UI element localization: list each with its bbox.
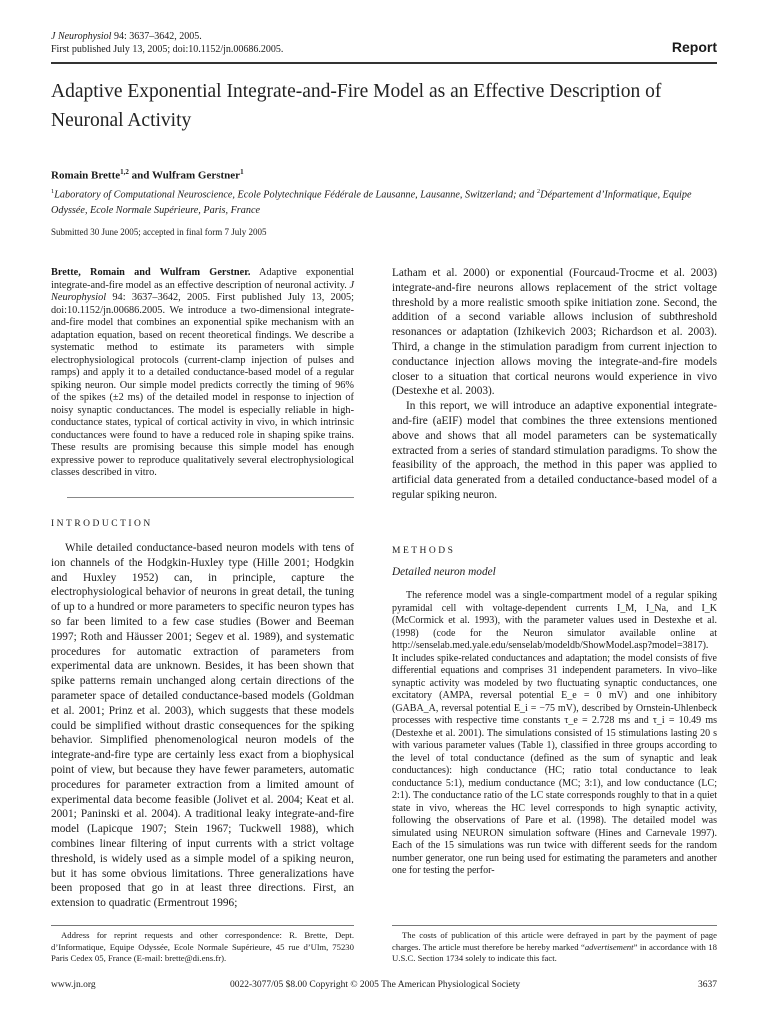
introduction-paragraph-1: While detailed conductance-based neuron models with tens of ion channels of the Hodgkin-Huxley type (Hille 2001; Hodgkin and Huxley 1952) can, in principle, capture the electrophysiological behavior of neurons in great detail, the tuning of up to a hundred or more parameters to specific neuron types has so far been limited to a few case studies (Bower and Beeman 1997; Roth and Häusser 2001; Segev et al. 1989), and systematic procedures for automatic extraction of parameters from experimental data are unknown. Besides, it has been shown that spike patterns remain unchanged along certain directions of the parameter space of detailed conductance-based models (Goldman et al. 2001; Prinz et al. 2003), which suggests that these models could be simplified without drastic consequences for the spiking behavior. Simplified phenomenological neuron models of the integrate-and-fire type are certainly less exact from a biophysical point of view, but because they have fewer parameters, automatic procedures for parameter extraction from a limited amount of experimental data become feasible (Jolivet et al. 2004; Keat et al. 2001; Paninski et al. 2004). A traditional leaky integrate-and-fire model (Lapicque 1907; Stein 1967; Tuckwell 1988), which combines linear filtering of input currents with a strict voltage threshold, is widely used as a simple model of a spiking neuron, but it has some obvious limitations. Three generalizations have been proposed that go in at least three directions. First, an extension to quadratic (Ermentrout 1996; xyxy=(51,542,354,910)
author-2: Wulfram Gerstner xyxy=(151,169,241,182)
affiliation-mark-1: 1 xyxy=(51,188,55,195)
abstract xyxy=(51,267,354,480)
methods-paragraph: The reference model was a single-compartment model of a regular spiking pyramidal cell with voltage-dependent currents I_M, I_Na, and I_K (McCormick et al. 1993), with the parameter values used in Destexhe et al. (1998) (code for the Neuron simulator available online at http://senselab.med.yale.edu/senselab/modeldb/ShowModel.asp?model=3817). It includes spike-related conductances and adaptation; the model consists of five differential equations and comprises 31 independent parameters. In vivo–like synaptic activity was modeled by two fluctuating synaptic conductances, one excitatory (AMPA, reversal potential E_e = 0 mV) and one inhibitory (GABA_A, reversal potential E_i = −75 mV), described by Ornstein-Uhlenbeck processes with respective time constants τ_e = 2.728 ms and τ_i = 10.49 ms (Destexhe et al. 2001). The simulations consisted of 15 stimulations lasting 20 s with various parameter values (Table 1), classified in three groups according to the level of total conductance (defined as the sum of synaptic and leak conductances): high conductance (HC; ratio total conductance to leak conductance 5:1), medium conductance (MC; 3:1), and low conductance (LC; 2:1). The conductance ratio of the LC state corresponds roughly to that in a quiet state in vivo, whereas the HC level corresponds to high synaptic activity, following the observations of Pare et al. (1998). The detailed model was simulated using NEURON simulation software (Hines and Carnevale 1997). Each of the 15 simulations was run twice with different seeds for the random number generator, one run being used for estimating the parameters and another one for testing the perfor- xyxy=(392,590,717,876)
section-label: Report xyxy=(671,39,717,55)
abstract-rule xyxy=(67,497,354,498)
affiliation-1: Laboratory of Computational Neuroscience, Ecole Polytechnique Fédérale de Lausanne, Lausanne, Switzerland; and xyxy=(54,189,537,201)
submission-dates: Submitted 30 June 2005; accepted in final form 7 July 2005 xyxy=(51,227,267,237)
footnote-rule-right xyxy=(392,925,717,926)
article-title: Adaptive Exponential Integrate-and-Fire Model as an Effective Description of Neuronal Activity xyxy=(51,81,662,131)
methods-section xyxy=(392,590,717,878)
page-number: 3637 xyxy=(698,980,717,990)
abstract-journal: J Neurophysiol xyxy=(51,279,355,303)
abstract-intro: Adaptive exponential integrate-and-fire model as an effective description of neuronal activity. xyxy=(51,267,354,291)
copyright-line: 0022-3077/05 $8.00 Copyright © 2005 The American Physiological Society xyxy=(230,980,521,990)
abstract-body: 94: 3637–3642, 2005. First published July 13, 2005; doi:10.1152/jn.00686.2005. We introduce a two-dimensional integrate-and-fire model that combines an exponential spike mechanism with an adaptation equation, based on recent theoretical findings. We describe a systematic method to estimate its parameters with simple electrophysiological protocols (current-clamp injection of pulses and ramps) and apply it to a detailed conductance-based model of a regular spiking neuron. Our simple model predicts correctly the timing of 96% of the spikes (±2 ms) of the detailed model in response to injection of noisy synaptic conductances. The model is especially reliable in high-conductance states, typical of cortical activity in vivo, in which intrinsic conductances were found to have a reduced role in shaping spike trains. These results are promising because this simple model has enough expressive power to reproduce qualitatively several electrophysiological classes described in vitro. xyxy=(51,292,354,478)
running-header xyxy=(51,30,283,56)
cost-note-b: ” in accordance with 18 U.S.C. Section 1734 solely to indicate this fact. xyxy=(392,941,717,963)
affiliation-2: Département d’Informatique, Equipe Odyssée, Ecole Normale Supérieure, Paris, France xyxy=(51,189,692,217)
footnote-rule-left xyxy=(51,925,354,926)
introduction-right-column xyxy=(392,266,717,503)
introduction-heading: INTRODUCTION xyxy=(51,519,153,529)
author-2-affiliation-mark: 1 xyxy=(240,168,244,176)
introduction-paragraph-1-continued: Latham et al. 2000) or exponential (Fourcaud-Trocme et al. 2003) integrate-and-fire neurons allows replacement of the strict voltage threshold by a more realistic smooth spike initiation zone. Second, the addition of a second variable allows inclusion of subthreshold resonances or adaptation (Izhikevich 2003; Richardson et al. 2003). Third, a change in the stimulation paradigm from current injection to conductance injection allows moving the integrate-and-fire models closer to a situation that cortical neurons would experience in vivo (Destexhe et al. 2003). xyxy=(392,267,717,398)
affiliations xyxy=(51,184,721,219)
introduction-left-column xyxy=(51,541,354,911)
cost-note-a: The costs of publication of this article were defrayed in part by the payment of page charges. The article must therefore be hereby marked “ xyxy=(392,930,717,952)
authors-and: and xyxy=(131,169,150,182)
correspondence-text: Address for reprint requests and other correspondence: R. Brette, Dept. d’Informatique, Equipe Odyssée, Ecole Normale Supérieure, 45 rue d’Ulm, 75230 Paris Cedex 05, France (E-mail: brette@di.ens.fr). xyxy=(51,930,354,963)
cost-note-advertisement: advertisement xyxy=(584,941,634,952)
header-rule xyxy=(51,62,717,64)
journal-url: www.jn.org xyxy=(51,980,96,990)
author-1-affiliation-mark: 1,2 xyxy=(120,168,129,176)
publication-cost-footnote xyxy=(392,930,717,965)
published-line: First published July 13, 2005; doi:10.1152/jn.00686.2005. xyxy=(51,44,284,55)
affiliation-mark-2: 2 xyxy=(536,188,541,195)
authors xyxy=(51,168,244,182)
correspondence-footnote xyxy=(51,930,354,965)
journal-name: J Neurophysiol xyxy=(51,31,112,42)
methods-subheading: Detailed neuron model xyxy=(392,566,496,578)
methods-heading: METHODS xyxy=(392,546,456,556)
citation: 94: 3637–3642, 2005. xyxy=(113,31,202,42)
introduction-paragraph-2: In this report, we will introduce an adaptive exponential integrate-and-fire (aEIF) model that combines the three extensions mentioned above and shows that all model parameters can be systematically extracted from a series of standard stimulation paradigms. To show the feasibility of the approach, the method in this paper was applied to artificial data generated from a detailed conductance-based model of a regular spiking neuron. xyxy=(392,400,717,501)
abstract-lead: Brette, Romain and Wulfram Gerstner. xyxy=(51,267,251,278)
author-1: Romain Brette xyxy=(51,169,121,182)
